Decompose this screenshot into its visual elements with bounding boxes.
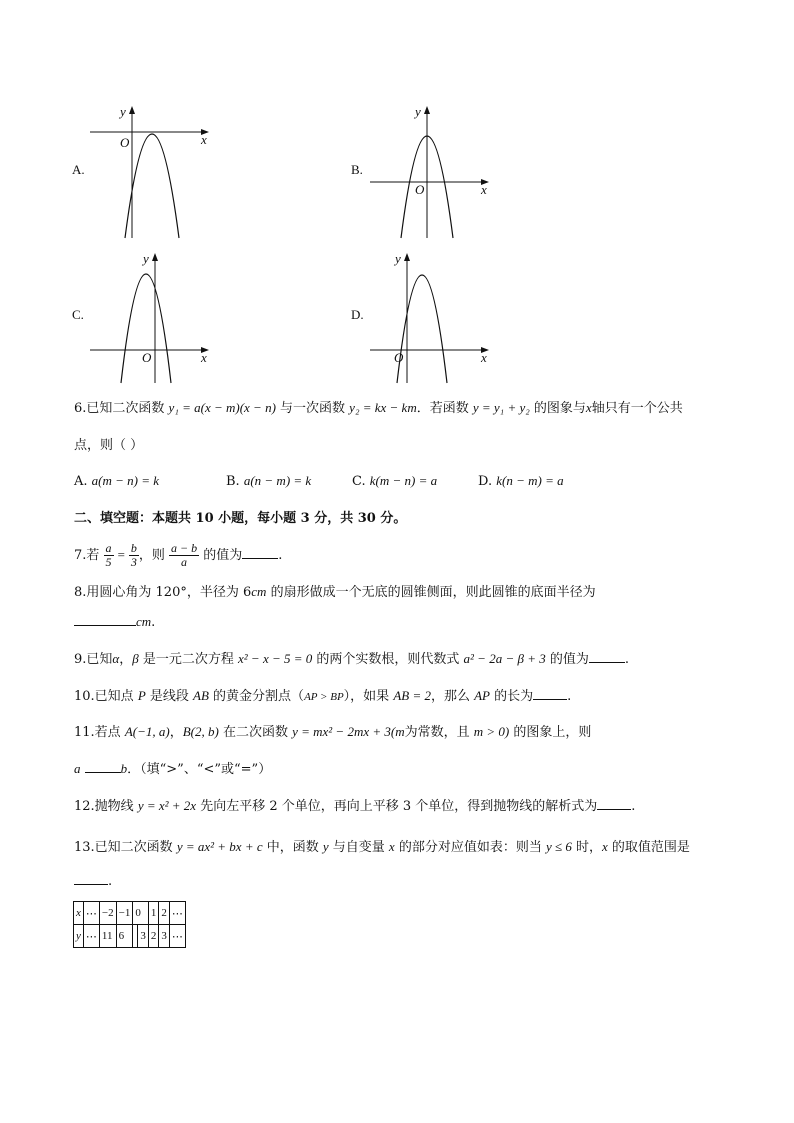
table-cell: ⋯: [83, 902, 99, 925]
option-a-label: A.: [72, 162, 85, 177]
q12-answer-blank[interactable]: [597, 797, 631, 810]
q6-line1: 6.已知二次函数 y₁ = a(x − m)(x − n) 与一次函数 y₂ = kx − km．若函数 y = y₁ + y₂ 的图象与x轴只有一个公共: [74, 400, 683, 416]
table-cell: 11: [99, 925, 116, 948]
q8-answer-blank[interactable]: [74, 613, 136, 626]
table-cell: 1: [148, 902, 159, 925]
table-cell: 0: [133, 902, 149, 925]
table-row-y: [74, 925, 186, 948]
q13-line1: 13.已知二次函数 y = ax² + bx + c 中，函数 y 与自变量 x 的部分对应值如表：则当 y ≤ 6 时，x 的取值范围是: [74, 839, 690, 855]
graph-c: [85, 245, 215, 385]
q6-sum-formula: y = y₁ + y₂: [472, 400, 530, 415]
q8-line1: 8.用圆心角为 120°，半径为 6cm 的扇形做成一个无底的圆锥侧面，则此圆锥的底面半径为: [74, 584, 596, 600]
graph-c-origin-label: O: [142, 350, 152, 365]
q9-equation: x² − x − 5 = 0: [238, 651, 313, 666]
table-cell: ⋯: [169, 925, 185, 948]
table-cell: 2: [159, 902, 170, 925]
q6-line2: 点，则（ ）: [74, 438, 144, 453]
q7-frac-a5: $\frac{a}{5}$: [105, 541, 112, 569]
q6-option-c: C. k(m − n) = a: [352, 473, 438, 489]
table-cell: −2: [99, 902, 116, 925]
q6-y1-formula: y₁ = a(x − m)(x − n): [168, 400, 276, 415]
table-cell: x: [74, 902, 84, 925]
graph-a-x-label: x: [201, 132, 207, 147]
option-c-label: C.: [72, 307, 84, 322]
table-cell: −1: [116, 902, 133, 925]
graph-d: [365, 245, 495, 385]
option-b-label: B.: [351, 162, 363, 177]
q13-line2: .: [74, 872, 112, 891]
graph-a: [85, 100, 215, 240]
graph-b-x-label: x: [481, 182, 487, 197]
q11-function: y = mx² − 2mx + 3(m: [292, 724, 405, 739]
q6-option-b: B. a(n − m) = k: [226, 473, 312, 489]
q6-y2-formula: y₂ = kx − km: [349, 400, 417, 415]
q8-line2: cm.: [74, 613, 155, 632]
q9-expression: a² − 2a − β + 3: [463, 651, 546, 666]
table-row-x: [74, 902, 186, 925]
graph-d-origin-label: O: [394, 350, 404, 365]
q6-option-a: A. a(m − n) = k: [74, 473, 160, 489]
option-d-label: D.: [351, 307, 364, 322]
table-cell: ⋯: [83, 925, 99, 948]
graph-c-y-label: y: [143, 251, 149, 266]
q10-answer-blank[interactable]: [533, 687, 567, 700]
q9-line: 9.已知α，β 是一元二次方程 x² − x − 5 = 0 的两个实数根，则代数式 a² − 2a − β + 3 的值为 .: [74, 651, 630, 667]
table-cell: y: [74, 925, 84, 948]
q11-answer-blank[interactable]: [85, 760, 121, 773]
q11-line2: a b．（填“>”、“<”或“=”）: [74, 761, 272, 777]
q13-answer-blank[interactable]: [74, 872, 108, 885]
table-cell: 3: [159, 925, 170, 948]
q10-line: 10.已知点 P 是线段 AB 的黄金分割点（AP > BP），如果 AB = 2，那么 AP 的长为 .: [74, 688, 572, 704]
graph-b-y-label: y: [415, 104, 421, 119]
q7-line: 7.若 $\frac{a}{5}$ = $\frac{b}{3}$ ，则 $\frac{a - b}{a}$ 的值为 .: [74, 541, 283, 569]
q13-value-table: [73, 901, 186, 948]
q7-frac-amb-a: $\frac{a - b}{a}$: [170, 541, 198, 569]
q13-function: y = ax² + bx + c: [176, 839, 263, 854]
graph-b: [365, 100, 495, 240]
q9-answer-blank[interactable]: [589, 650, 625, 663]
q11-line1: 11.若点 A(−1, a)，B(2, b) 在二次函数 y = mx² − 2mx + 3(m为常数，且 m > 0) 的图象上，则: [74, 724, 592, 740]
q6-option-d: D. k(n − m) = a: [478, 473, 564, 489]
graph-b-origin-label: O: [415, 182, 425, 197]
q12-function: y = x² + 2x: [137, 798, 197, 813]
q12-line: 12.抛物线 y = x² + 2x 先向左平移 2 个单位，再向上平移 3 个单位，得到抛物线的解析式为 .: [74, 798, 636, 814]
table-cell: 2: [148, 925, 159, 948]
section-2-heading: 二、填空题：本题共 10 小题，每小题 3 分，共 30 分。: [74, 511, 407, 526]
graph-d-y-label: y: [395, 251, 401, 266]
table-cell: ⋯: [169, 902, 185, 925]
graph-a-y-label: y: [120, 104, 126, 119]
table-cell: 6: [116, 925, 133, 948]
graph-d-x-label: x: [481, 350, 487, 365]
graph-a-origin-label: O: [120, 135, 130, 150]
graph-c-x-label: x: [201, 350, 207, 365]
q7-frac-b3: $\frac{b}{3}$: [130, 541, 137, 569]
table-cell: 3: [138, 925, 149, 948]
q7-answer-blank[interactable]: [242, 546, 278, 559]
